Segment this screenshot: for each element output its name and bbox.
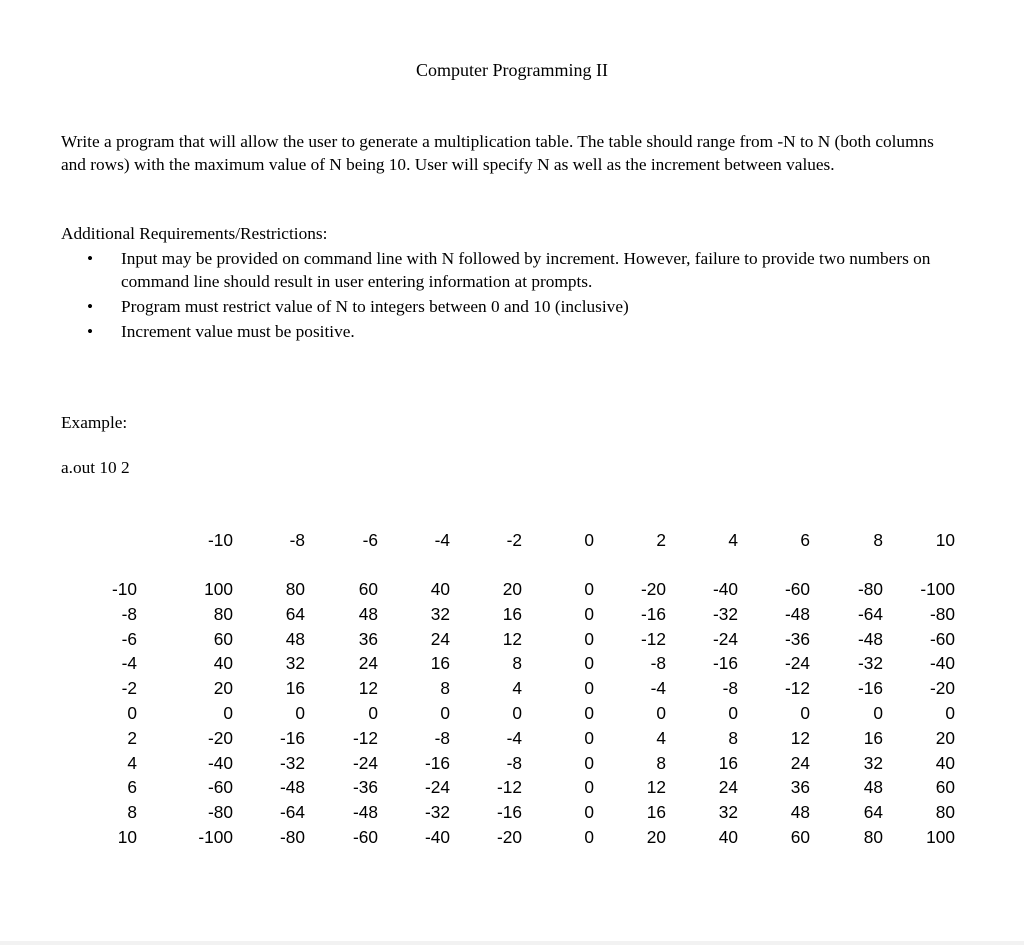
table-cell: -40 (930, 653, 955, 673)
column-header: -4 (434, 530, 450, 550)
table-cell: 20 (502, 579, 522, 599)
table-cell: 16 (502, 604, 522, 624)
table-cell: -8 (434, 728, 450, 748)
table-cell: 16 (285, 678, 305, 698)
table-cell: 8 (440, 678, 450, 698)
row-header: -8 (121, 604, 137, 624)
table-cell: 0 (440, 703, 450, 723)
requirements-list (61, 247, 961, 345)
table-cell: -24 (713, 629, 738, 649)
table-cell: 0 (584, 802, 594, 822)
table-cell: 0 (873, 703, 883, 723)
table-cell: 0 (945, 703, 955, 723)
bullet-icon: • (87, 297, 94, 316)
table-cell: -20 (930, 678, 955, 698)
example-label: Example: (61, 413, 128, 432)
table-cell: -80 (858, 579, 883, 599)
table-cell: -4 (650, 678, 666, 698)
table-cell: -40 (713, 579, 738, 599)
table-cell: 80 (863, 827, 883, 847)
requirement-item (61, 320, 961, 343)
table-cell: 16 (718, 753, 738, 773)
table-cell: 0 (656, 703, 666, 723)
table-cell: -36 (785, 629, 810, 649)
example-command: a.out 10 2 (61, 458, 130, 477)
table-cell: 16 (430, 653, 450, 673)
table-cell: 0 (584, 653, 594, 673)
table-cell: -24 (785, 653, 810, 673)
table-cell: 20 (935, 728, 955, 748)
table-cell: 24 (790, 753, 810, 773)
table-cell: -12 (785, 678, 810, 698)
assignment-description: Write a program that will allow the user to generate a multiplication table. The table should range from -N to N (both columns and rows) with the maximum value of N being 10. User will specify N as well as the increment between values. (61, 132, 934, 174)
table-cell: 0 (584, 629, 594, 649)
table-cell: -8 (506, 753, 522, 773)
requirement-text: Increment value must be positive. (121, 322, 355, 341)
table-cell: -48 (858, 629, 883, 649)
table-cell: -32 (425, 802, 450, 822)
requirement-item (61, 247, 961, 293)
row-header: -4 (121, 653, 137, 673)
table-cell: 0 (368, 703, 378, 723)
table-cell: -20 (497, 827, 522, 847)
column-header: -10 (208, 530, 233, 550)
table-cell: 0 (800, 703, 810, 723)
table-cell: 0 (728, 703, 738, 723)
table-cell: -36 (353, 777, 378, 797)
table-cell: -16 (280, 728, 305, 748)
bullet-icon: • (87, 322, 94, 341)
table-cell: 20 (646, 827, 666, 847)
row-header: 6 (127, 777, 137, 797)
table-cell: -80 (930, 604, 955, 624)
table-cell: 24 (718, 777, 738, 797)
table-cell: -48 (785, 604, 810, 624)
table-cell: 8 (728, 728, 738, 748)
requirement-text: Program must restrict value of N to integers between 0 and 10 (inclusive) (121, 297, 629, 316)
table-cell: -8 (722, 678, 738, 698)
row-header: 8 (127, 802, 137, 822)
table-cell: -20 (208, 728, 233, 748)
page-bottom-edge (0, 941, 1024, 945)
table-cell: 4 (656, 728, 666, 748)
table-cell: 0 (584, 604, 594, 624)
requirement-text: Input may be provided on command line with N followed by increment. However, failure to provide two numbers on command line should result in user entering information at prompts. (121, 249, 931, 291)
table-cell: 32 (863, 753, 883, 773)
table-cell: 48 (358, 604, 378, 624)
table-cell: 32 (285, 653, 305, 673)
column-header: -2 (506, 530, 522, 550)
table-cell: 24 (430, 629, 450, 649)
row-header: 0 (127, 703, 137, 723)
row-header: -10 (112, 579, 137, 599)
table-cell: -16 (641, 604, 666, 624)
table-cell: 36 (790, 777, 810, 797)
table-cell: -40 (208, 753, 233, 773)
table-cell: 12 (502, 629, 522, 649)
table-cell: 60 (935, 777, 955, 797)
column-header: 8 (873, 530, 883, 550)
table-cell: -16 (425, 753, 450, 773)
table-cell: 36 (358, 629, 378, 649)
column-header: -8 (289, 530, 305, 550)
requirement-item (61, 295, 961, 318)
table-cell: 80 (285, 579, 305, 599)
table-cell: 12 (358, 678, 378, 698)
table-cell: -12 (641, 629, 666, 649)
table-cell: 64 (863, 802, 883, 822)
table-cell: 32 (718, 802, 738, 822)
table-cell: 48 (285, 629, 305, 649)
table-cell: -32 (713, 604, 738, 624)
table-cell: -48 (280, 777, 305, 797)
table-cell: -100 (920, 579, 955, 599)
table-cell: 60 (790, 827, 810, 847)
table-cell: 60 (358, 579, 378, 599)
table-cell: 0 (584, 579, 594, 599)
table-cell: 12 (646, 777, 666, 797)
column-header: 0 (584, 530, 594, 550)
table-cell: -16 (497, 802, 522, 822)
table-cell: 16 (863, 728, 883, 748)
table-cell: -80 (208, 802, 233, 822)
table-cell: -48 (353, 802, 378, 822)
table-cell: -64 (280, 802, 305, 822)
table-cell: 60 (213, 629, 233, 649)
table-cell: 24 (358, 653, 378, 673)
table-cell: 16 (646, 802, 666, 822)
table-cell: 0 (295, 703, 305, 723)
table-cell: 64 (285, 604, 305, 624)
table-cell: 40 (430, 579, 450, 599)
row-header: -2 (121, 678, 137, 698)
table-cell: 20 (213, 678, 233, 698)
table-cell: 40 (935, 753, 955, 773)
table-cell: -32 (280, 753, 305, 773)
table-cell: -32 (858, 653, 883, 673)
table-cell: 0 (223, 703, 233, 723)
table-cell: 0 (584, 678, 594, 698)
table-cell: 0 (584, 827, 594, 847)
table-cell: 0 (584, 777, 594, 797)
table-cell: 4 (512, 678, 522, 698)
table-cell: 0 (584, 728, 594, 748)
table-cell: -16 (858, 678, 883, 698)
table-cell: -60 (930, 629, 955, 649)
table-cell: 8 (656, 753, 666, 773)
table-cell: 40 (213, 653, 233, 673)
table-cell: 100 (926, 827, 955, 847)
table-cell: 0 (584, 753, 594, 773)
table-cell: 0 (584, 703, 594, 723)
column-header: 6 (800, 530, 810, 550)
table-cell: 8 (512, 653, 522, 673)
table-cell: 12 (790, 728, 810, 748)
table-cell: 100 (204, 579, 233, 599)
table-cell: -16 (713, 653, 738, 673)
table-cell: 32 (430, 604, 450, 624)
table-cell: 48 (790, 802, 810, 822)
column-header: 4 (728, 530, 738, 550)
table-cell: 80 (935, 802, 955, 822)
table-cell: -60 (208, 777, 233, 797)
row-header: 10 (117, 827, 137, 847)
table-cell: 48 (863, 777, 883, 797)
requirements-heading: Additional Requirements/Restrictions: (61, 224, 328, 243)
column-header: 10 (935, 530, 955, 550)
table-cell: -64 (858, 604, 883, 624)
bullet-icon: • (87, 249, 94, 268)
table-cell: -60 (785, 579, 810, 599)
table-cell: -24 (425, 777, 450, 797)
table-cell: 40 (718, 827, 738, 847)
row-header: -6 (121, 629, 137, 649)
table-cell: -4 (506, 728, 522, 748)
column-header: -6 (362, 530, 378, 550)
table-cell: -12 (497, 777, 522, 797)
table-cell: -12 (353, 728, 378, 748)
table-cell: -80 (280, 827, 305, 847)
column-header: 2 (656, 530, 666, 550)
table-cell: -40 (425, 827, 450, 847)
document-title: Computer Programming II (416, 60, 608, 80)
table-cell: -20 (641, 579, 666, 599)
table-cell: 80 (213, 604, 233, 624)
table-cell: -8 (650, 653, 666, 673)
table-cell: -60 (353, 827, 378, 847)
table-cell: 0 (512, 703, 522, 723)
table-cell: -24 (353, 753, 378, 773)
row-header: 2 (127, 728, 137, 748)
table-cell: -100 (198, 827, 233, 847)
row-header: 4 (127, 753, 137, 773)
